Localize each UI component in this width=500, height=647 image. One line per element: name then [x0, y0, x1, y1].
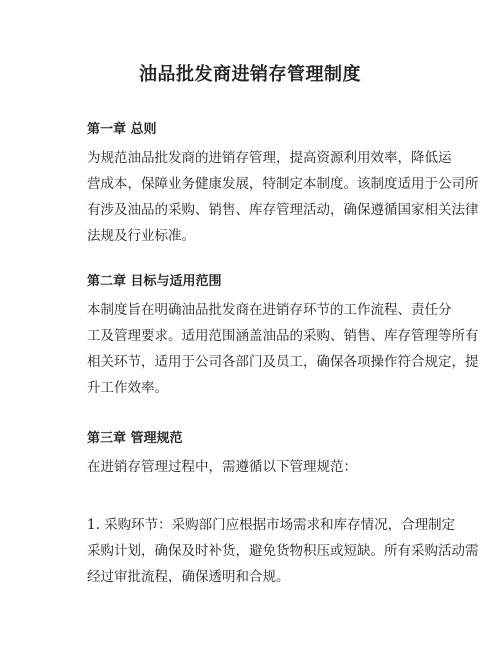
- paragraph-line: 营成本，保障业务健康发展，特制定本制度。该制度适用于公司所: [87, 176, 479, 192]
- section-procurement-item: [87, 512, 479, 590]
- section-paragraph: [87, 145, 479, 249]
- paragraph-line: 相关环节，适用于公司各部门及员工，确保各项操作符合规定，提: [87, 354, 479, 370]
- section-paragraph: [87, 512, 479, 590]
- section-general: [87, 120, 479, 249]
- section-heading: 第二章 目标与适用范围: [87, 274, 222, 289]
- section-heading: 第一章 总则: [87, 122, 157, 137]
- document-title: 油品批发商进销存管理制度: [139, 64, 361, 85]
- paragraph-line: 升工作效率。: [87, 380, 168, 396]
- section-management-rules: [87, 429, 442, 480]
- section-heading: 第三章 管理规范: [87, 431, 183, 446]
- section-goals-scope: [87, 272, 479, 401]
- paragraph-line: 有涉及油品的采购、销售、库存管理活动，确保遵循国家相关法律: [87, 202, 479, 218]
- paragraph-line: 经过审批流程，确保透明和合规。: [87, 569, 290, 585]
- paragraph-line: 采购计划，确保及时补货，避免货物积压或短缺。所有采购活动需: [87, 543, 479, 559]
- section-paragraph: [87, 454, 442, 480]
- paragraph-line: 法规及行业标准。: [87, 228, 195, 244]
- paragraph-line: 1. 采购环节：采购部门应根据市场需求和库存情况，合理制定: [87, 517, 456, 533]
- section-paragraph: [87, 297, 479, 401]
- paragraph-line: 本制度旨在明确油品批发商在进销存环节的工作流程、责任分: [87, 302, 452, 318]
- paragraph-line: 为规范油品批发商的进销存管理，提高资源利用效率，降低运: [87, 150, 452, 166]
- paragraph-line: 在进销存管理过程中，需遵循以下管理规范：: [87, 459, 357, 475]
- paragraph-line: 工及管理要求。适用范围涵盖油品的采购、销售、库存管理等所有: [87, 328, 479, 344]
